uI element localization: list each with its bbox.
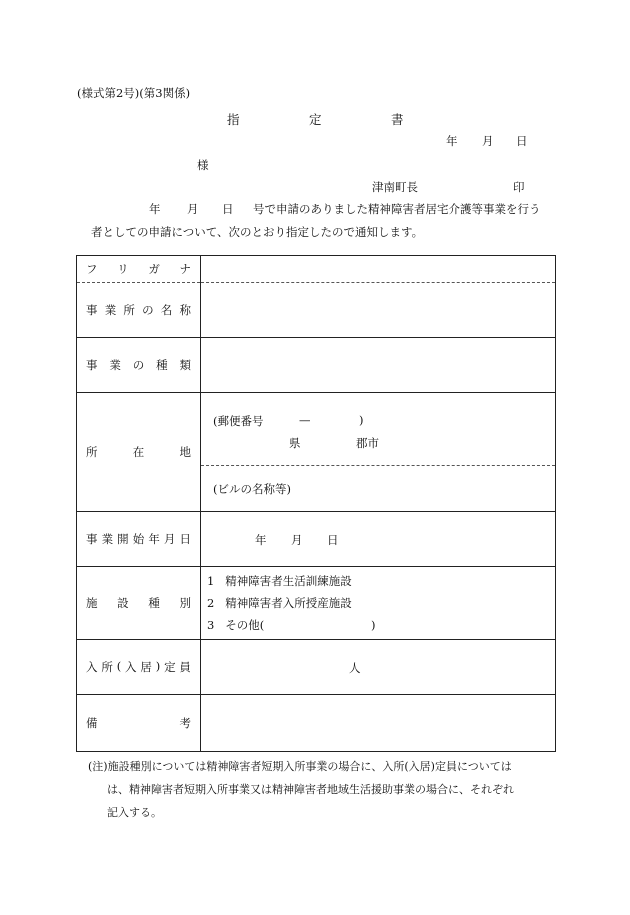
label-char: 所	[101, 660, 113, 674]
document-title-char-2: 定	[309, 112, 322, 127]
start-date-units	[201, 532, 555, 546]
start-date-day: 日	[327, 533, 339, 547]
label-char: 入	[86, 660, 98, 674]
label-char: 定	[164, 660, 176, 674]
label-char: 所	[123, 303, 135, 317]
address-block	[201, 407, 555, 451]
issue-date-year: 年	[446, 134, 458, 148]
label-char: 業	[104, 303, 117, 317]
label-char: 事	[86, 358, 98, 372]
label-char: 別	[179, 596, 191, 610]
remarks-row	[77, 695, 556, 752]
facility-option-2-num: 2	[207, 596, 215, 610]
label-char: 事	[86, 303, 98, 317]
facility-type-value[interactable]	[201, 567, 556, 640]
label-char: の	[132, 358, 145, 372]
facility-option-2	[201, 592, 555, 614]
furigana-label-cell	[77, 256, 201, 283]
start-date-year: 年	[255, 533, 267, 547]
label-char: 地	[179, 445, 191, 459]
note-line-2: は、精神障害者短期入所事業又は精神障害者地域生活援助事業の場合に、それぞれ	[107, 783, 514, 796]
form-number: (様式第2号)(第3関係)	[77, 86, 191, 100]
capacity-unit: 人	[349, 661, 361, 675]
label-char: 名	[160, 303, 173, 317]
facility-option-3-text: その他(	[225, 618, 265, 632]
capacity-row	[77, 640, 556, 695]
facility-option-3-close: )	[371, 618, 376, 632]
business-type-row	[77, 338, 556, 393]
label-char: の	[142, 303, 154, 317]
business-type-label-cell	[77, 338, 201, 393]
location-row-top	[77, 393, 556, 466]
label-char: 年	[148, 532, 160, 546]
office-name-label-cell	[77, 283, 201, 338]
label-char: 業	[101, 532, 114, 546]
start-date-row	[77, 512, 556, 567]
office-name-label	[77, 302, 200, 318]
label-char: 入	[125, 660, 137, 674]
facility-type-label-cell	[77, 567, 201, 640]
intro-date-month: 月	[187, 202, 199, 216]
label-char: 月	[163, 532, 176, 546]
label-char: 施	[86, 596, 98, 610]
start-date-value[interactable]	[201, 512, 556, 567]
intro-line-1: 号で申請のありました精神障害者居宅介護等事業を行う	[253, 202, 541, 216]
label-char: 居	[140, 660, 152, 674]
postal-dash: —	[299, 413, 311, 427]
location-label-cell	[77, 393, 201, 512]
building-name-cell[interactable]	[201, 466, 556, 512]
document-title-char-1: 指	[227, 112, 240, 127]
label-char: 設	[117, 596, 129, 610]
postal-close: )	[359, 413, 364, 427]
label-char: 類	[179, 358, 191, 372]
label-char: リ	[117, 262, 129, 276]
facility-type-row	[77, 567, 556, 640]
label-char: 員	[179, 660, 191, 674]
start-date-label	[77, 531, 200, 547]
label-char: ガ	[148, 262, 160, 276]
label-char: 称	[179, 303, 191, 317]
furigana-value[interactable]	[201, 256, 556, 283]
building-name-label: (ビルの名称等)	[213, 481, 291, 496]
remarks-value[interactable]	[201, 695, 556, 752]
label-char: ナ	[179, 262, 191, 276]
furigana-row	[77, 256, 556, 283]
recipient-suffix: 様	[197, 158, 209, 172]
office-name-row	[77, 283, 556, 338]
issuer-name: 津南町長	[372, 180, 418, 194]
capacity-unit-wrap	[201, 660, 555, 674]
facility-option-3	[201, 614, 555, 636]
label-char: 在	[132, 445, 145, 459]
capacity-label	[77, 659, 200, 675]
issue-date-month: 月	[482, 134, 494, 148]
label-char: 考	[179, 716, 191, 730]
district-city-suffix: 郡市	[356, 436, 379, 450]
remarks-label-cell	[77, 695, 201, 752]
note-line-1: (注)施設種別については精神障害者短期入所事業の場合に、入所(入居)定員については	[88, 760, 512, 773]
office-name-value[interactable]	[201, 283, 556, 338]
capacity-label-cell	[77, 640, 201, 695]
document-title-char-3: 書	[391, 112, 404, 127]
issue-date-day: 日	[516, 134, 528, 148]
note-line-3: 記入する。	[107, 806, 162, 819]
facility-option-1-num: 1	[207, 574, 215, 588]
facility-option-1-text: 精神障害者生活訓練施設	[225, 574, 352, 588]
label-char: 所	[86, 445, 98, 459]
start-date-month: 月	[291, 533, 303, 547]
label-char: フ	[86, 262, 98, 276]
label-char: (	[116, 659, 122, 673]
label-char: 日	[179, 532, 191, 546]
facility-option-1	[201, 570, 555, 592]
prefecture-suffix: 県	[289, 436, 301, 450]
facility-option-3-num: 3	[207, 618, 215, 632]
business-type-value[interactable]	[201, 338, 556, 393]
label-char: )	[155, 659, 161, 673]
label-char: 始	[132, 532, 145, 546]
intro-date-year: 年	[149, 202, 161, 216]
label-char: 種	[156, 358, 168, 372]
intro-date-day: 日	[222, 202, 234, 216]
postal-code-label: (郵便番号	[213, 414, 264, 428]
label-char: 種	[148, 596, 160, 610]
furigana-label	[77, 261, 200, 277]
label-char: 業	[109, 358, 121, 372]
label-char: 開	[117, 532, 129, 546]
business-type-label	[77, 357, 200, 373]
label-char: 事	[86, 532, 98, 546]
facility-option-2-text: 精神障害者入所授産施設	[225, 596, 352, 610]
intro-line-2: 者としての申請について、次のとおり指定したので通知します。	[91, 225, 424, 239]
seal-mark: 印	[513, 180, 525, 194]
capacity-value[interactable]	[201, 640, 556, 695]
designation-form-table	[76, 255, 556, 752]
label-char: 備	[86, 716, 98, 730]
remarks-label	[77, 715, 200, 731]
location-label	[77, 444, 200, 460]
start-date-label-cell	[77, 512, 201, 567]
facility-type-label	[77, 595, 200, 611]
location-address-cell[interactable]	[201, 393, 556, 466]
